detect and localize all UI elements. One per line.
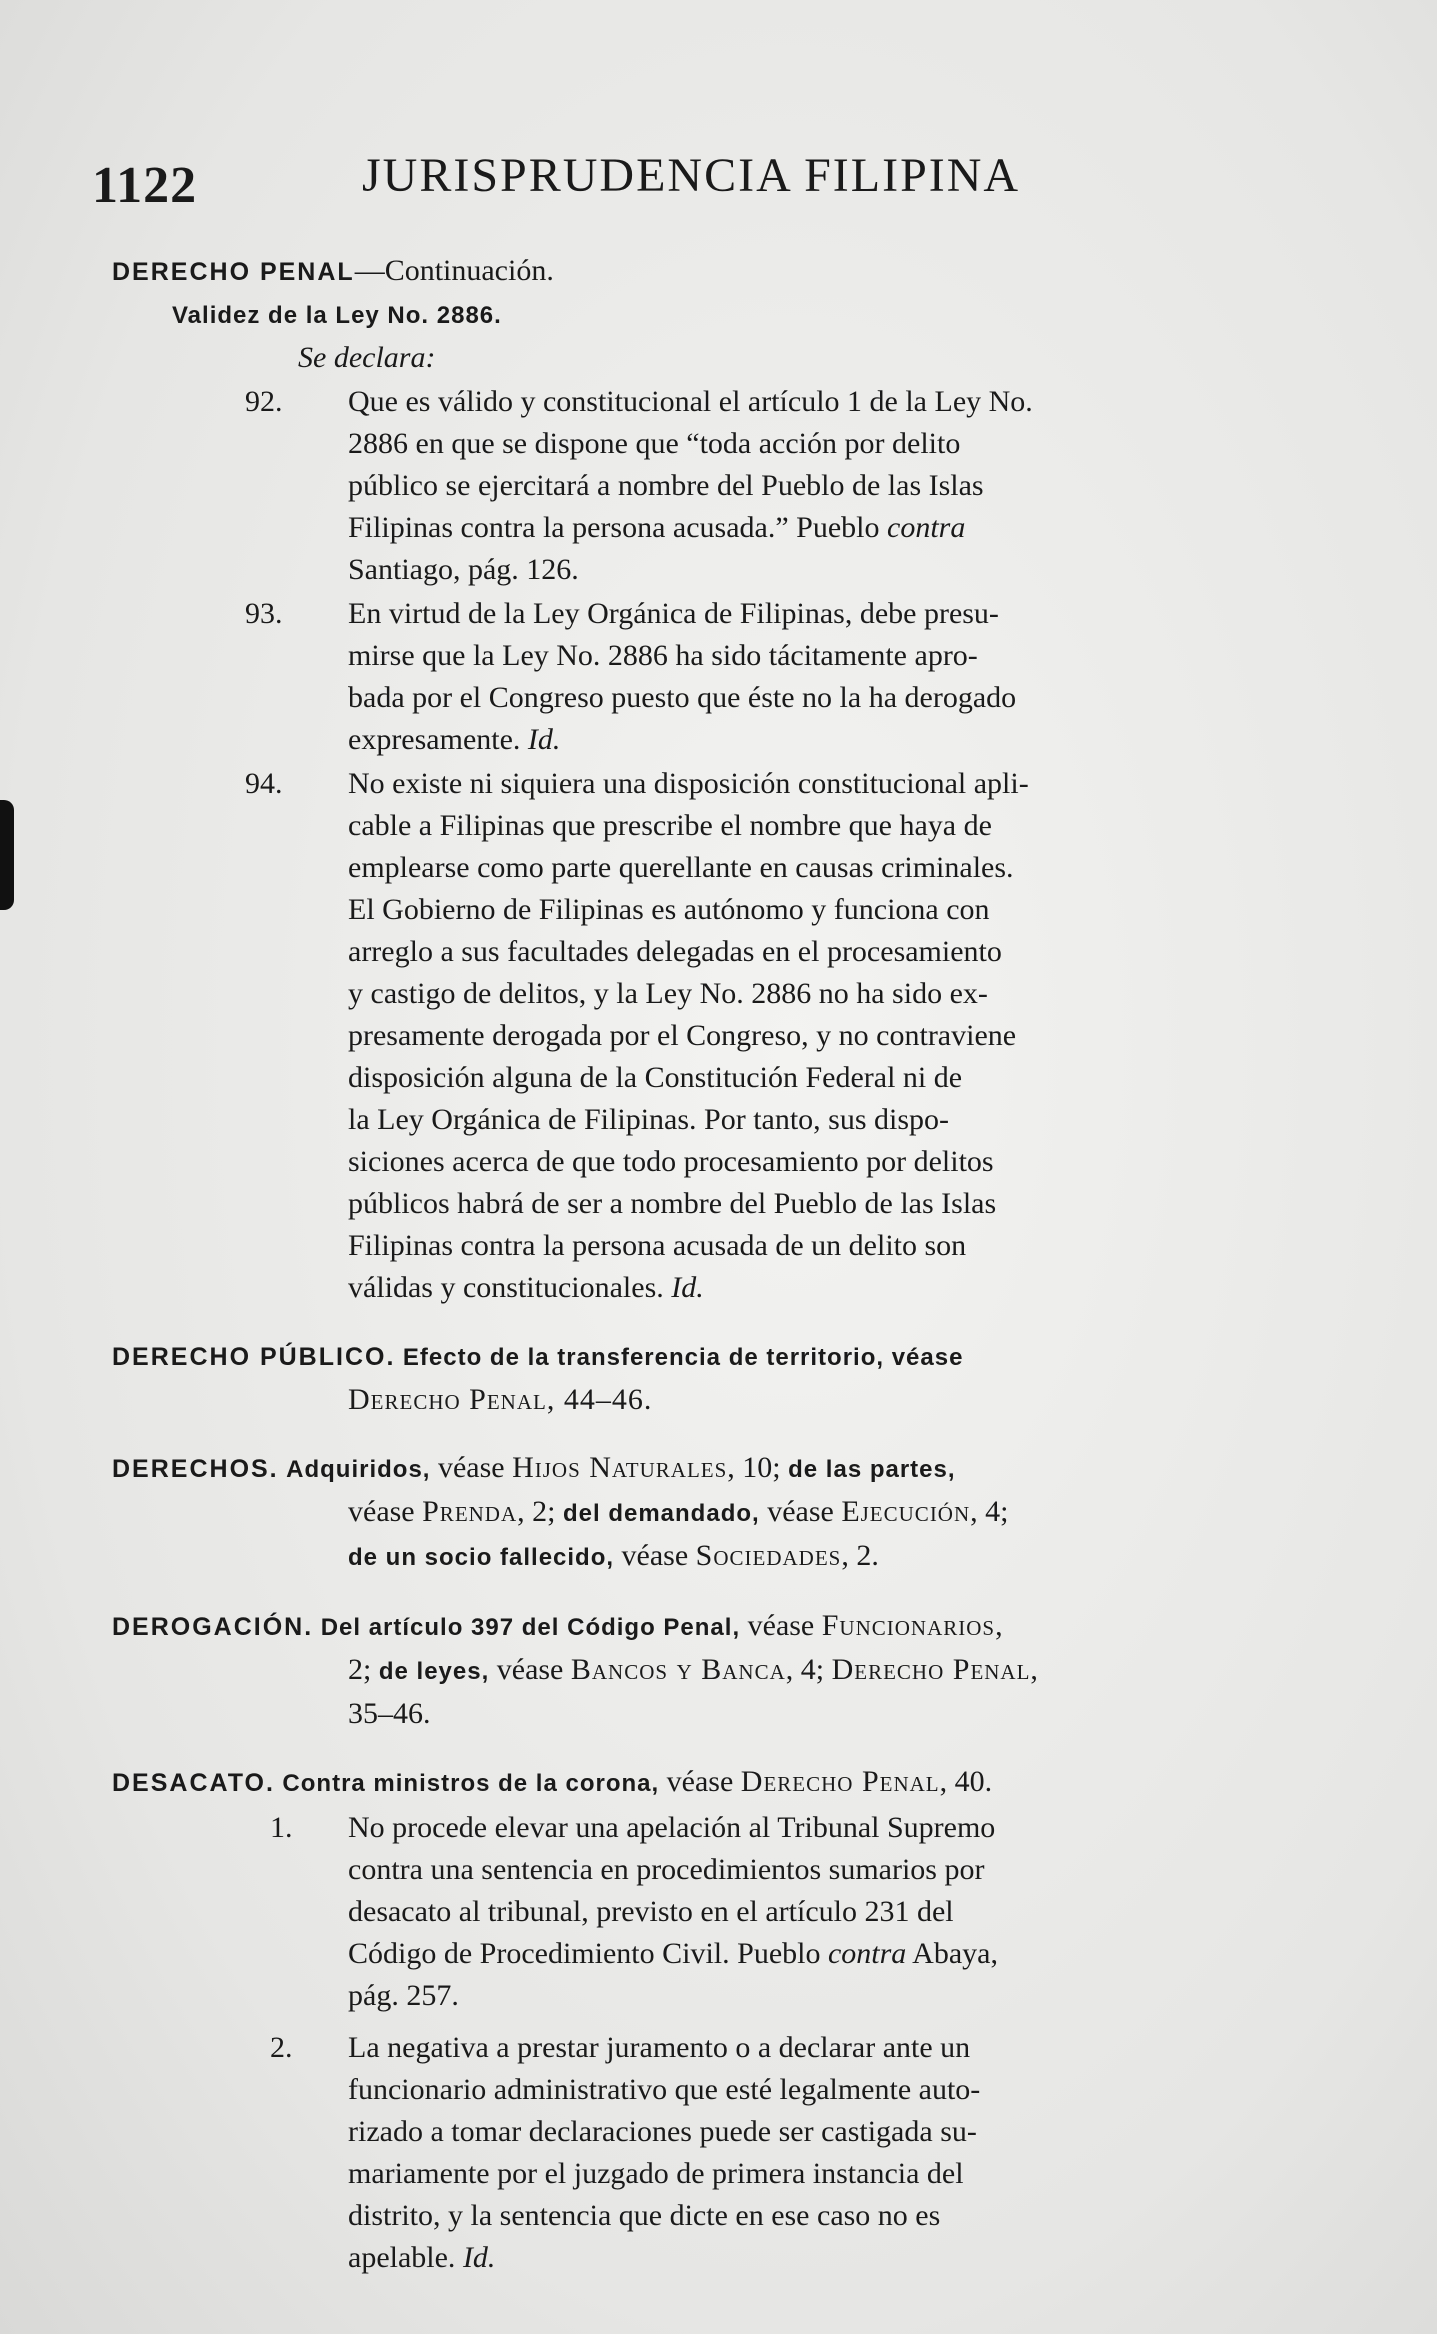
entry-line [112, 1605, 1332, 1649]
text-line [348, 1267, 1332, 1309]
cross-reference: Hijos Naturales [512, 1451, 728, 1484]
text-line: bada por el Congreso puesto que éste no la ha derogado [348, 681, 1017, 714]
entry-text: , 2. [841, 1539, 879, 1572]
entry-line [112, 1649, 1332, 1693]
section-continuation: —Continuación. [354, 254, 554, 287]
text-line: y castigo de delitos, y la Ley No. 2886 no ha sido ex- [348, 977, 988, 1010]
entry-line [112, 1447, 1332, 1491]
entry-text: Adquiridos, [286, 1456, 431, 1483]
running-head: JURISPRUDENCIA FILIPINA [362, 149, 1021, 202]
page-body [112, 250, 1332, 2279]
entry-line: 35–46. [348, 1697, 431, 1730]
text-line: la Ley Orgánica de Filipinas. Por tanto, sus dispo- [348, 1103, 950, 1136]
cross-reference: Prenda [422, 1495, 518, 1528]
entry-line [112, 1491, 1332, 1535]
text-line: distrito, y la sentencia que dicte en ese caso no es [348, 2199, 941, 2232]
entry-text: de leyes, [378, 1658, 490, 1685]
text-fragment: Código de Procedimiento Civil. Pueblo [348, 1937, 828, 1970]
entry-desacato [112, 1761, 1332, 2279]
entry-text: Contra ministros de la corona, [282, 1770, 660, 1797]
declara-label: Se declara: [298, 341, 436, 374]
text-line: No procede elevar una apelación al Tribunal Supremo [348, 1811, 996, 1844]
entry-text: , 2; [517, 1495, 563, 1528]
cross-reference: Derecho Penal, [831, 1653, 1039, 1686]
entry-derogacion [112, 1605, 1332, 1735]
text-line: públicos habrá de ser a nombre del Pueblo de las Islas [348, 1187, 997, 1220]
entry-text: del demandado, [562, 1500, 760, 1527]
entry-keyword: DEROGACIÓN. [112, 1613, 314, 1641]
entry-keyword: DESACATO. [112, 1769, 275, 1797]
id-citation: Id. [462, 2241, 496, 2274]
entry-text: véase [614, 1539, 696, 1572]
text-line: emplearse como parte querellante en causas criminales. [348, 851, 1014, 884]
text-line: contra una sentencia en procedimientos sumarios por [348, 1853, 985, 1886]
text-fragment: apelable. [348, 2241, 463, 2274]
entry-text: véase [489, 1653, 571, 1686]
list-item-92 [112, 381, 1332, 591]
list-item-desacato-2 [112, 2027, 1332, 2279]
text-line [348, 507, 1332, 549]
item-number: 92. [245, 385, 283, 418]
entry-text: de las partes, [788, 1456, 956, 1483]
entry-text: , 10; [727, 1451, 789, 1484]
text-line: arreglo a sus facultades delegadas en el procesamiento [348, 935, 1002, 968]
entry-text: véase [740, 1609, 822, 1642]
text-fragment: Filipinas contra la persona acusada.” Pueblo [348, 511, 888, 544]
text-line: pág. 257. [348, 1979, 459, 2012]
section-heading [112, 250, 1332, 293]
entry-keyword: DERECHO PÚBLICO. [112, 1343, 396, 1371]
page-edge-mark [0, 800, 14, 910]
cross-reference: Bancos y Banca [570, 1653, 786, 1686]
list-item-desacato-1 [112, 1807, 1332, 2017]
entry-derechos [112, 1447, 1332, 1579]
case-contra: contra [827, 1937, 907, 1970]
entry-text: véase [659, 1765, 741, 1798]
text-line: La negativa a prestar juramento o a declarar ante un [348, 2031, 971, 2064]
entry-line [112, 1761, 1332, 1805]
text-line: funcionario administrativo que esté legalmente auto- [348, 2073, 981, 2106]
text-line: Que es válido y constitucional el artículo 1 de la Ley No. [348, 385, 1033, 418]
entry-text: , 40. [939, 1765, 993, 1798]
entry-line [112, 1535, 1332, 1579]
text-line: mariamente por el juzgado de primera instancia del [348, 2157, 964, 2190]
text-line: Filipinas contra la persona acusada de un delito son [348, 1229, 967, 1262]
text-line: público se ejercitará a nombre del Pueblo de las Islas [348, 469, 984, 502]
entry-derecho-publico [112, 1335, 1332, 1421]
item-number: 2. [270, 2031, 293, 2064]
entry-keyword: DERECHOS. [112, 1455, 279, 1483]
entry-text: véase [348, 1495, 423, 1528]
subheading: Validez de la Ley No. 2886. [172, 302, 502, 329]
case-party: Abaya, [906, 1937, 998, 1970]
cross-reference: Funcionarios, [821, 1609, 1004, 1642]
entry-text: véase [430, 1451, 513, 1484]
entry-line [112, 1379, 1332, 1421]
list-item-94 [112, 763, 1332, 1309]
text-fragment: expresamente. [348, 723, 528, 756]
cross-reference: Sociedades [695, 1539, 842, 1572]
text-line: presamente derogada por el Congreso, y no contraviene [348, 1019, 1017, 1052]
entry-text: Del artículo 397 del Código Penal, [320, 1614, 741, 1641]
cross-reference: Ejecución [841, 1495, 971, 1528]
page-number: 1122 [92, 157, 198, 214]
entry-text: 2; [348, 1653, 379, 1686]
item-number: 1. [270, 1811, 293, 1844]
text-line [348, 1933, 1332, 1975]
text-line: 2886 en que se dispone que “toda acción por delito [348, 427, 961, 460]
case-contra: contra [887, 511, 966, 544]
section-keyword: DERECHO PENAL [112, 258, 355, 286]
entry-line [112, 1335, 1332, 1379]
text-line: rizado a tomar declaraciones puede ser castigada su- [348, 2115, 977, 2148]
entry-text: , 4; [970, 1495, 1009, 1528]
text-line: cable a Filipinas que prescribe el nombre que haya de [348, 809, 992, 842]
text-line: siciones acerca de que todo procesamiento por delitos [348, 1145, 994, 1178]
entry-text: de un socio fallecido, [348, 1544, 615, 1571]
cross-reference: Derecho Penal [740, 1765, 940, 1798]
text-fragment: válidas y constitucionales. [348, 1271, 672, 1304]
entry-text: Efecto de la transferencia de territorio, véase [402, 1344, 964, 1371]
item-number: 94. [245, 767, 283, 800]
text-line: disposición alguna de la Constitución Federal ni de [348, 1061, 963, 1094]
text-line: mirse que la Ley No. 2886 ha sido tácitamente apro- [348, 639, 978, 672]
item-number: 93. [245, 597, 283, 630]
text-line [348, 2237, 1332, 2279]
list-item-93 [112, 593, 1332, 761]
text-line: Santiago, pág. 126. [348, 553, 579, 586]
entry-text: véase [759, 1495, 842, 1528]
entry-text: , 4; [785, 1653, 832, 1686]
text-line: El Gobierno de Filipinas es autónomo y funciona con [348, 893, 990, 926]
text-line: En virtud de la Ley Orgánica de Filipinas, debe presu- [348, 597, 999, 630]
id-citation: Id. [527, 723, 561, 756]
text-line: No existe ni siquiera una disposición constitucional apli- [348, 767, 1029, 800]
cross-reference: Derecho Penal, 44–46. [348, 1383, 653, 1416]
id-citation: Id. [671, 1271, 704, 1304]
text-line [348, 719, 1332, 761]
text-line: desacato al tribunal, previsto en el artículo 231 del [348, 1895, 954, 1928]
page-header [92, 148, 1342, 218]
